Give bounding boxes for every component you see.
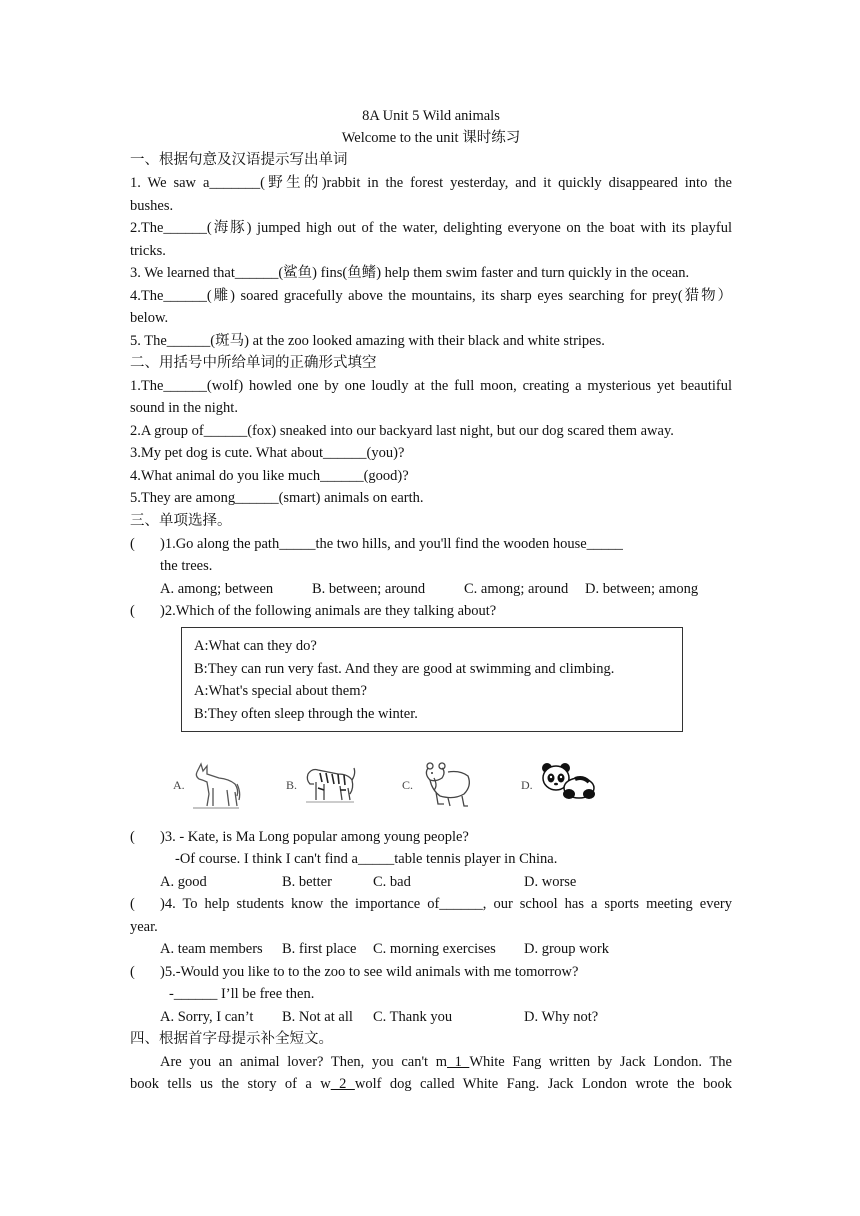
q1-option-a: A. among; between — [160, 581, 274, 597]
option-label: D. — [521, 778, 533, 792]
answer-paren: ( — [130, 603, 135, 619]
passage-text: Are you an animal lover? Then, you can't m — [160, 1054, 448, 1070]
q2-option-b — [286, 760, 356, 816]
q4-option-c: C. morning exercises — [373, 941, 496, 957]
section1-line: below. — [130, 310, 169, 326]
q3-stem-cont: -Of course. I think I can't find a_____table tennis player in China. — [175, 851, 558, 867]
bear-icon — [420, 760, 474, 814]
dialog-line: B:They often sleep through the winter. — [194, 706, 418, 722]
dialog-line: B:They can run very fast. And they are good at swimming and climbing. — [194, 661, 615, 677]
q5-option-b: B. Not at all — [282, 1009, 353, 1025]
section2-heading: 二、用括号中所给单词的正确形式填空 — [130, 355, 377, 371]
q1-stem: )1.Go along the path_____the two hills, and you'll find the wooden house_____ — [160, 536, 623, 552]
q5-stem-cont: -______ I’ll be free then. — [169, 986, 315, 1002]
q5-option-d: D. Why not? — [524, 1009, 599, 1025]
section2-line: sound in the night. — [130, 400, 238, 416]
passage-text: wolf dog called White Fang. Jack London wrote the book — [354, 1076, 732, 1092]
q1-stem-cont: the trees. — [160, 558, 213, 574]
q5-option-c: C. Thank you — [373, 1009, 453, 1025]
page-title: 8A Unit 5 Wild animals — [362, 108, 500, 124]
q1-option-b: B. between; around — [312, 581, 426, 597]
answer-paren: ( — [130, 896, 135, 912]
passage-line — [160, 1051, 732, 1073]
q3-option-a: A. good — [160, 874, 207, 890]
answer-paren: ( — [130, 964, 135, 980]
q2-option-c — [402, 760, 482, 816]
option-label: B. — [286, 778, 298, 792]
passage-text: White Fang written by Jack London. The — [469, 1054, 732, 1070]
q5-stem: )5.-Would you like to to the zoo to see wild animals with me tomorrow? — [160, 964, 579, 980]
q4-stem-cont: year. — [130, 919, 158, 935]
q5-option-a: A. Sorry, I can’t — [160, 1009, 254, 1025]
option-label: C. — [402, 778, 414, 792]
q1-option-c: C. among; around — [464, 581, 569, 597]
wolf-icon — [191, 760, 241, 812]
q2-option-a — [173, 760, 243, 816]
section3-heading: 三、单项选择。 — [130, 513, 232, 529]
panda-icon — [539, 760, 597, 806]
section1-line: 1. We saw a_______(野生的)rabbit in the forest yesterday, and it quickly disappeared into the — [130, 175, 732, 191]
option-label: A. — [173, 778, 185, 792]
answer-paren: ( — [130, 536, 135, 552]
section1-line: bushes. — [130, 198, 174, 214]
q3-stem: )3. - Kate, is Ma Long popular among young people? — [160, 829, 469, 845]
dialog-line: A:What can they do? — [194, 638, 317, 654]
q3-option-d: D. worse — [524, 874, 577, 890]
q2-stem: )2.Which of the following animals are they talking about? — [160, 603, 497, 619]
passage-text: book tells us the story of a w — [130, 1076, 331, 1092]
q3-option-c: C. bad — [373, 874, 411, 890]
q2-option-d — [521, 760, 601, 816]
section2-line: 1.The______(wolf) howled one by one loudly at the full moon, creating a mysterious yet beautiful — [130, 378, 732, 394]
q4-option-a: A. team members — [160, 941, 263, 957]
section2-line: 2.A group of______(fox) sneaked into our backyard last night, but our dog scared them away. — [130, 423, 674, 439]
q2-dialog-box — [181, 627, 683, 732]
q1-option-d: D. between; among — [585, 581, 699, 597]
section1-line: 2.The______(海豚) jumped high out of the water, delighting everyone on the boat with its playful — [130, 220, 732, 236]
section1-line: 3. We learned that______(鲨鱼) fins(鱼鳍) help them swim faster and turn quickly in the ocean. — [130, 265, 690, 281]
q3-option-b: B. better — [282, 874, 332, 890]
passage-line — [130, 1073, 732, 1095]
passage-blank-1: 1 — [447, 1054, 470, 1070]
section1-line: 4.The______(雕) soared gracefully above the mountains, its sharp eyes searching for prey(猎物） — [130, 288, 732, 304]
dialog-line: A:What's special about them? — [194, 683, 367, 699]
page-subtitle: Welcome to the unit 课时练习 — [341, 130, 521, 146]
q4-option-d: D. group work — [524, 941, 609, 957]
answer-paren: ( — [130, 829, 135, 845]
section1-line: 5. The______(斑马) at the zoo looked amazing with their black and white stripes. — [130, 333, 605, 349]
section1-heading: 一、根据句意及汉语提示写出单词 — [130, 152, 348, 168]
section2-line: 5.They are among______(smart) animals on earth. — [130, 490, 424, 506]
section2-line: 4.What animal do you like much______(good)? — [130, 468, 409, 484]
q4-stem: )4. To help students know the importance of______, our school has a sports meeting every — [160, 896, 732, 912]
q4-option-b: B. first place — [282, 941, 357, 957]
section4-heading: 四、根据首字母提示补全短文。 — [130, 1031, 333, 1047]
passage-blank-2: 2 — [330, 1076, 355, 1092]
section2-line: 3.My pet dog is cute. What about______(you)? — [130, 445, 405, 461]
section1-line: tricks. — [130, 243, 166, 259]
tiger-icon — [304, 760, 356, 812]
